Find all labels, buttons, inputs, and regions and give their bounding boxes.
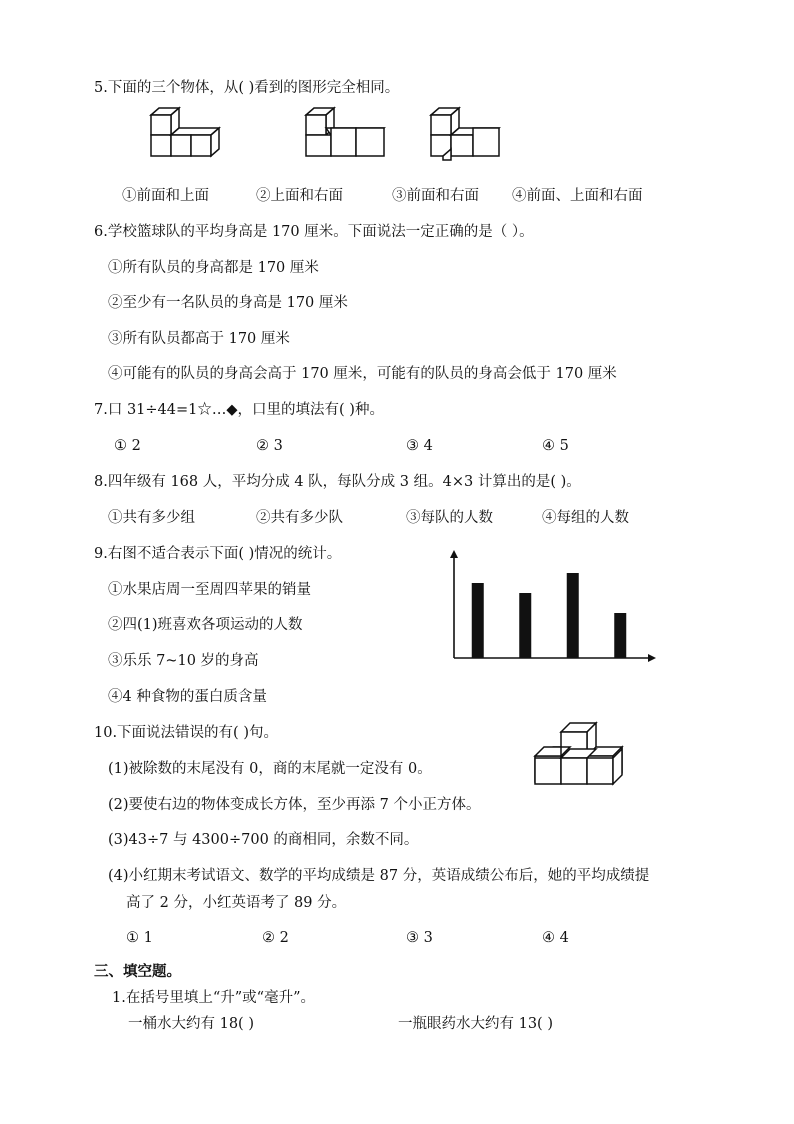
q9-option-1[interactable]: ①水果店周一至周四苹果的销量	[108, 582, 311, 598]
q8-stem: 8.四年级有 168 人，平均分成 4 队，每队分成 3 组。4×3 计算出的是( )。	[94, 474, 581, 490]
q5-option-1[interactable]: ①前面和上面	[122, 188, 209, 204]
q10-option-2[interactable]: ② 2	[262, 930, 289, 946]
q10-item-2: (2)要使右边的物体变成长方体，至少再添 7 个小正方体。	[108, 797, 481, 813]
q6-stem: 6.学校篮球队的平均身高是 170 厘米。下面说法一定正确的是（ ）。	[94, 224, 534, 240]
q10-item-1: (1)被除数的末尾没有 0，商的末尾就一定没有 0。	[108, 761, 432, 777]
q5-stem: 5.下面的三个物体，从( )看到的图形完全相同。	[94, 80, 400, 96]
q8-option-4[interactable]: ④每组的人数	[542, 510, 629, 526]
q10-item-3: (3)43÷7 与 4300÷700 的商相同，余数不同。	[108, 832, 419, 848]
fill-q1-stem: 1.在括号里填上“升”或“毫升”。	[112, 990, 315, 1006]
q6-option-2[interactable]: ②至少有一名队员的身高是 170 厘米	[108, 295, 348, 311]
q6-option-4[interactable]: ④可能有的队员的身高会高于 170 厘米，可能有的队员的身高会低于 170 厘米	[108, 366, 617, 382]
q7-option-2[interactable]: ② 3	[256, 438, 283, 454]
q5-option-4[interactable]: ④前面、上面和右面	[512, 188, 643, 204]
q10-option-4[interactable]: ④ 4	[542, 930, 569, 946]
q9-option-4[interactable]: ④4 种食物的蛋白质含量	[108, 689, 267, 705]
q10-stem: 10.下面说法错误的有( )句。	[94, 725, 278, 741]
q6-option-3[interactable]: ③所有队员都高于 170 厘米	[108, 331, 290, 347]
q10-option-1[interactable]: ① 1	[126, 930, 153, 946]
fill-q1-left[interactable]: 一桶水大约有 18( )	[128, 1016, 254, 1032]
q9-option-3[interactable]: ③乐乐 7~10 岁的身高	[108, 653, 259, 669]
q5-option-2[interactable]: ②上面和右面	[256, 188, 343, 204]
q9-stem: 9.右图不适合表示下面( )情况的统计。	[94, 546, 342, 562]
q7-option-1[interactable]: ① 2	[114, 438, 141, 454]
q10-option-3[interactable]: ③ 3	[406, 930, 433, 946]
q7-stem: 7.口 31÷44=1☆…◆，口里的填法有( )种。	[94, 402, 384, 418]
q10-item-4-cont: 高了 2 分，小红英语考了 89 分。	[126, 895, 347, 911]
q7-option-4[interactable]: ④ 5	[542, 438, 569, 454]
q8-option-3[interactable]: ③每队的人数	[406, 510, 493, 526]
q8-option-2[interactable]: ②共有多少队	[256, 510, 343, 526]
section-3-title: 三、填空题。	[94, 964, 181, 980]
fill-q1-right[interactable]: 一瓶眼药水大约有 13( )	[398, 1016, 553, 1032]
q5-option-3[interactable]: ③前面和右面	[392, 188, 479, 204]
q8-option-1[interactable]: ①共有多少组	[108, 510, 195, 526]
q10-item-4: (4)小红期末考试语文、数学的平均成绩是 87 分，英语成绩公布后，她的平均成绩提	[108, 868, 650, 884]
q6-option-1[interactable]: ①所有队员的身高都是 170 厘米	[108, 260, 319, 276]
q9-option-2[interactable]: ②四(1)班喜欢各项运动的人数	[108, 617, 303, 633]
q7-option-3[interactable]: ③ 4	[406, 438, 433, 454]
